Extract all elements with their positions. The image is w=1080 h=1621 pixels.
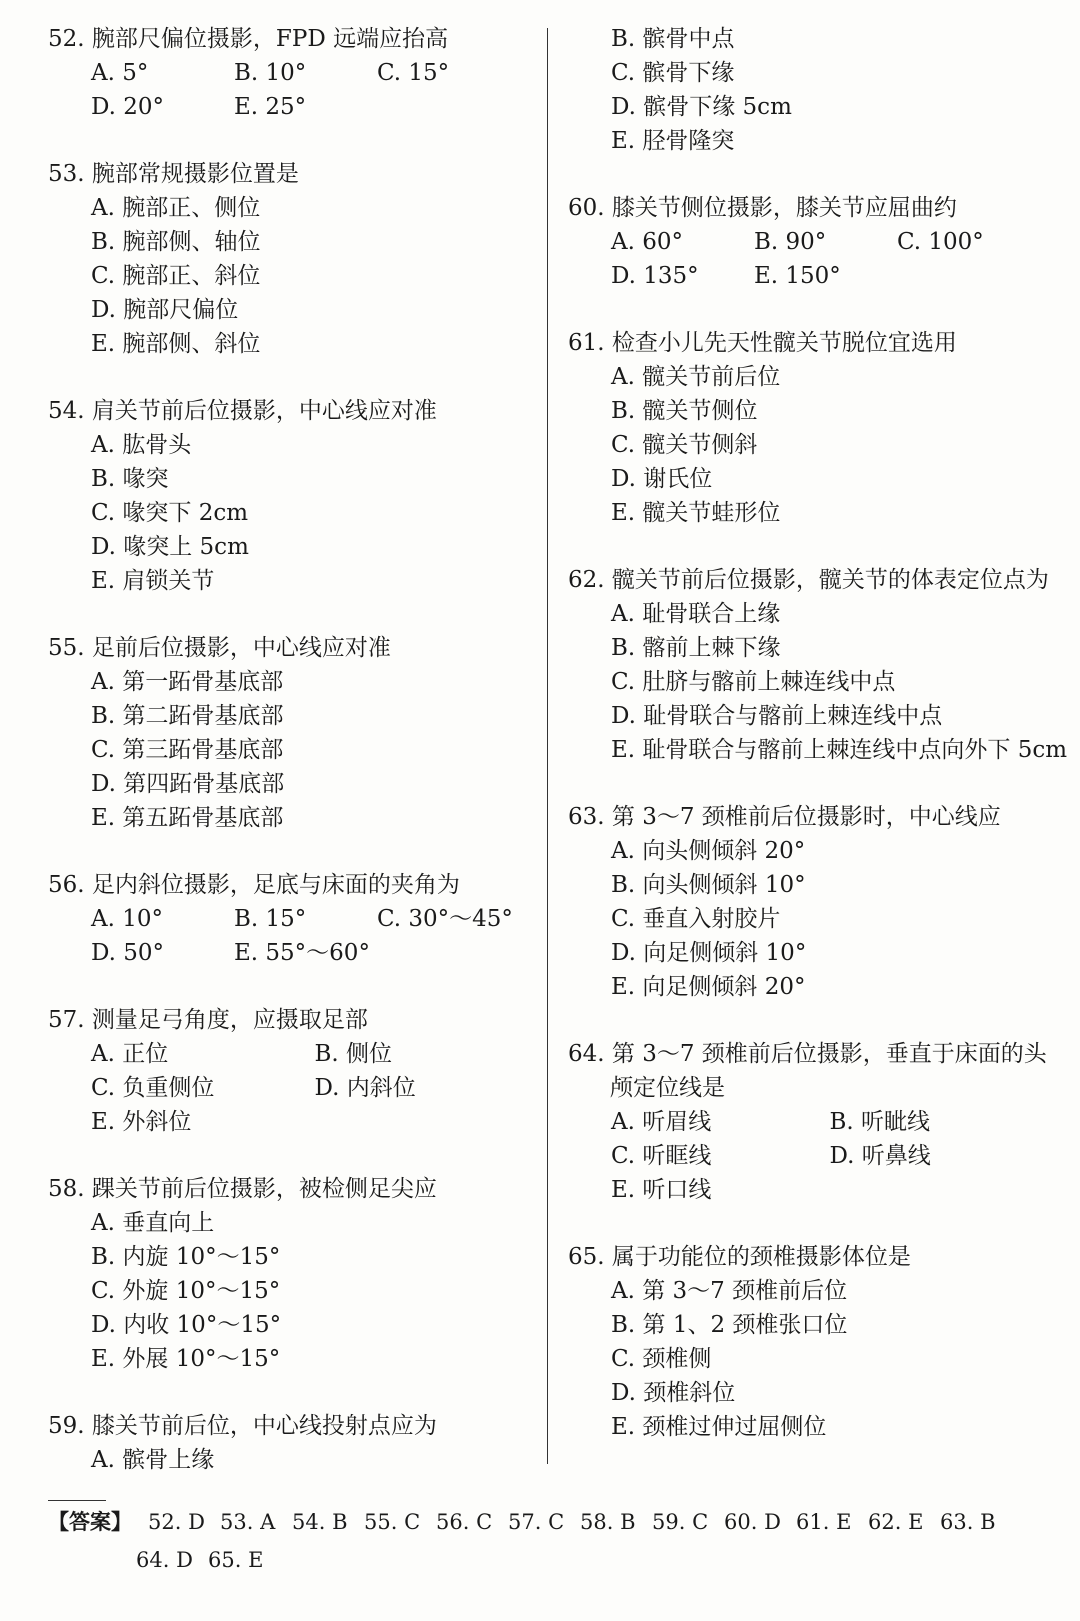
answer-item: 61. E (796, 1510, 852, 1534)
option-item: D. 135° (611, 263, 699, 289)
option-list (48, 1037, 538, 1139)
option-item: C. 腕部正、斜位 (91, 263, 261, 289)
question-block (568, 800, 1048, 1004)
option-list (568, 225, 1048, 293)
option-list (568, 1274, 1048, 1444)
question-block (48, 394, 538, 598)
option-list (48, 1443, 538, 1477)
option-item: E. 胫骨隆突 (611, 128, 735, 154)
option-item: D. 内斜位 (314, 1075, 416, 1101)
option-item: E. 55°～60° (234, 940, 370, 966)
option-row (91, 902, 538, 936)
option-item: B. 喙突 (91, 466, 169, 492)
answer-line (48, 1503, 1048, 1541)
option-item: B. 向头侧倾斜 10° (611, 872, 806, 898)
option-row (611, 259, 1048, 293)
option-list (48, 665, 538, 835)
option-item: D. 20° (91, 94, 165, 120)
option-item: E. 第五跖骨基底部 (91, 805, 284, 831)
option-item: C. 30°～45° (377, 906, 513, 932)
option-item: D. 50° (91, 940, 165, 966)
option-row (611, 1173, 1048, 1207)
question-stem: 60. 膝关节侧位摄影，膝关节应屈曲约 (568, 195, 957, 221)
option-item: B. 听眦线 (829, 1109, 931, 1135)
question-block (568, 326, 1048, 530)
option-item: E. 外展 10°～15° (91, 1346, 281, 1372)
option-item: C. 100° (897, 229, 984, 255)
option-item: E. 髋关节蛙形位 (611, 500, 781, 526)
option-item: E. 腕部侧、斜位 (91, 331, 261, 357)
option-item: E. 听口线 (611, 1177, 712, 1203)
question-stem: 62. 髋关节前后位摄影，髋关节的体表定位点为 (568, 567, 1049, 593)
option-item: D. 腕部尺偏位 (91, 297, 239, 323)
option-item: D. 内收 10°～15° (91, 1312, 282, 1338)
option-item: D. 谢氏位 (611, 466, 713, 492)
option-list (568, 597, 1068, 767)
question-block (568, 1037, 1048, 1207)
option-item: A. 髋关节前后位 (611, 364, 781, 390)
question-stem: 58. 踝关节前后位摄影，被检侧足尖应 (48, 1176, 437, 1202)
option-item: B. 10° (234, 60, 307, 86)
option-item: B. 髌骨中点 (611, 26, 735, 52)
option-row (611, 1105, 1048, 1139)
option-list (48, 1206, 538, 1376)
option-item: E. 向足侧倾斜 20° (611, 974, 806, 1000)
answer-item: 59. C (652, 1510, 709, 1534)
question-stem: 63. 第 3～7 颈椎前后位摄影时，中心线应 (568, 804, 1001, 830)
option-item: A. 5° (91, 60, 149, 86)
question-stem: 52. 腕部尺偏位摄影，FPD 远端应抬高 (48, 26, 449, 52)
option-item: C. 15° (377, 60, 450, 86)
option-item: A. 肱骨头 (91, 432, 192, 458)
question-block (568, 22, 1048, 158)
option-item: D. 耻骨联合与髂前上棘连线中点 (611, 703, 943, 729)
question-stem: 54. 肩关节前后位摄影，中心线应对准 (48, 398, 437, 424)
option-item: A. 向头侧倾斜 20° (611, 838, 806, 864)
option-item: C. 髋关节侧斜 (611, 432, 758, 458)
option-item: D. 向足侧倾斜 10° (611, 940, 807, 966)
option-item: B. 腕部侧、轴位 (91, 229, 261, 255)
answer-item: 57. C (508, 1510, 565, 1534)
option-row (611, 1139, 1048, 1173)
option-item: B. 内旋 10°～15° (91, 1244, 281, 1270)
option-item: A. 第一跖骨基底部 (91, 669, 284, 695)
option-item: E. 耻骨联合与髂前上棘连线中点向外下 5cm (611, 737, 1068, 763)
option-item: C. 肚脐与髂前上棘连线中点 (611, 669, 896, 695)
option-item: E. 外斜位 (91, 1109, 192, 1135)
option-list (568, 834, 1048, 1004)
footer-rule (48, 1500, 106, 1501)
option-item: B. 第二跖骨基底部 (91, 703, 284, 729)
option-item: B. 侧位 (314, 1041, 393, 1067)
question-block (48, 1172, 538, 1376)
option-item: D. 髌骨下缘 5cm (611, 94, 792, 120)
option-item: A. 听眉线 (611, 1109, 712, 1135)
question-stem: 56. 足内斜位摄影，足底与床面的夹角为 (48, 872, 460, 898)
option-item: B. 髋关节侧位 (611, 398, 758, 424)
option-item: A. 垂直向上 (91, 1210, 215, 1236)
answer-item: 52. D (148, 1510, 205, 1534)
answer-item: 56. C (436, 1510, 493, 1534)
option-row (91, 1105, 538, 1139)
option-item: A. 第 3～7 颈椎前后位 (611, 1278, 848, 1304)
question-block (48, 868, 538, 970)
option-row (91, 1071, 538, 1105)
right-column (568, 22, 1068, 1477)
answer-item: 64. D (136, 1548, 193, 1572)
option-item: A. 60° (611, 229, 683, 255)
option-list (48, 902, 538, 970)
question-block (48, 631, 538, 835)
question-block (48, 22, 538, 124)
question-block (48, 157, 538, 361)
option-row (91, 90, 538, 124)
option-item: A. 耻骨联合上缘 (611, 601, 781, 627)
option-row (91, 56, 538, 90)
option-list (48, 191, 538, 361)
option-item: A. 正位 (91, 1041, 169, 1067)
option-list (568, 1105, 1048, 1207)
option-list (48, 428, 538, 598)
option-item: C. 听眶线 (611, 1143, 712, 1169)
question-block (568, 563, 1068, 767)
question-block (48, 1409, 538, 1477)
option-item: B. 90° (754, 229, 827, 255)
option-row (91, 1037, 538, 1071)
option-item: B. 15° (234, 906, 307, 932)
question-stem: 55. 足前后位摄影，中心线应对准 (48, 635, 391, 661)
answer-item: 62. E (868, 1510, 924, 1534)
question-block (568, 1240, 1048, 1444)
question-stem: 65. 属于功能位的颈椎摄影体位是 (568, 1244, 911, 1270)
question-stem: 57. 测量足弓角度，应摄取足部 (48, 1007, 368, 1033)
option-row (611, 225, 1048, 259)
question-stem: 59. 膝关节前后位，中心线投射点应为 (48, 1413, 437, 1439)
option-item: D. 第四跖骨基底部 (91, 771, 285, 797)
answer-item: 60. D (724, 1510, 781, 1534)
option-item: C. 负重侧位 (91, 1075, 215, 1101)
left-column (48, 22, 538, 1510)
option-item: E. 25° (234, 94, 307, 120)
answer-item: 55. C (364, 1510, 421, 1534)
question-block (568, 191, 1048, 293)
answer-line (48, 1541, 1048, 1579)
answer-key (48, 1503, 1048, 1579)
option-item: C. 髌骨下缘 (611, 60, 735, 86)
option-item: A. 髌骨上缘 (91, 1447, 215, 1473)
option-item: A. 10° (91, 906, 163, 932)
option-item: B. 髂前上棘下缘 (611, 635, 781, 661)
option-item: D. 喙突上 5cm (91, 534, 249, 560)
option-item: E. 150° (754, 263, 841, 289)
answer-item: 63. B (940, 1510, 996, 1534)
option-item: C. 第三跖骨基底部 (91, 737, 284, 763)
question-stem: 64. 第 3～7 颈椎前后位摄影，垂直于床面的头颅定位线是 (568, 1041, 1047, 1101)
option-item: E. 肩锁关节 (91, 568, 215, 594)
option-item: A. 腕部正、侧位 (91, 195, 261, 221)
question-stem: 53. 腕部常规摄影位置是 (48, 161, 299, 187)
answer-item: 53. A (220, 1510, 276, 1534)
option-item: C. 垂直入射胶片 (611, 906, 781, 932)
option-item: B. 第 1、2 颈椎张口位 (611, 1312, 848, 1338)
option-item: E. 颈椎过伸过屈侧位 (611, 1414, 827, 1440)
option-item: D. 听鼻线 (829, 1143, 931, 1169)
answer-item: 58. B (580, 1510, 636, 1534)
option-item: C. 颈椎侧 (611, 1346, 712, 1372)
option-item: C. 喙突下 2cm (91, 500, 249, 526)
question-stem: 61. 检查小儿先天性髋关节脱位宜选用 (568, 330, 957, 356)
option-row (91, 936, 538, 970)
option-item: C. 外旋 10°～15° (91, 1278, 281, 1304)
answer-label: 【答案】 (48, 1510, 132, 1534)
option-item: D. 颈椎斜位 (611, 1380, 736, 1406)
answer-item: 54. B (292, 1510, 348, 1534)
option-list (568, 22, 1048, 158)
option-list (568, 360, 1048, 530)
option-list (48, 56, 538, 124)
answer-item: 65. E (208, 1548, 264, 1572)
question-block (48, 1003, 538, 1139)
column-divider (547, 28, 548, 1464)
